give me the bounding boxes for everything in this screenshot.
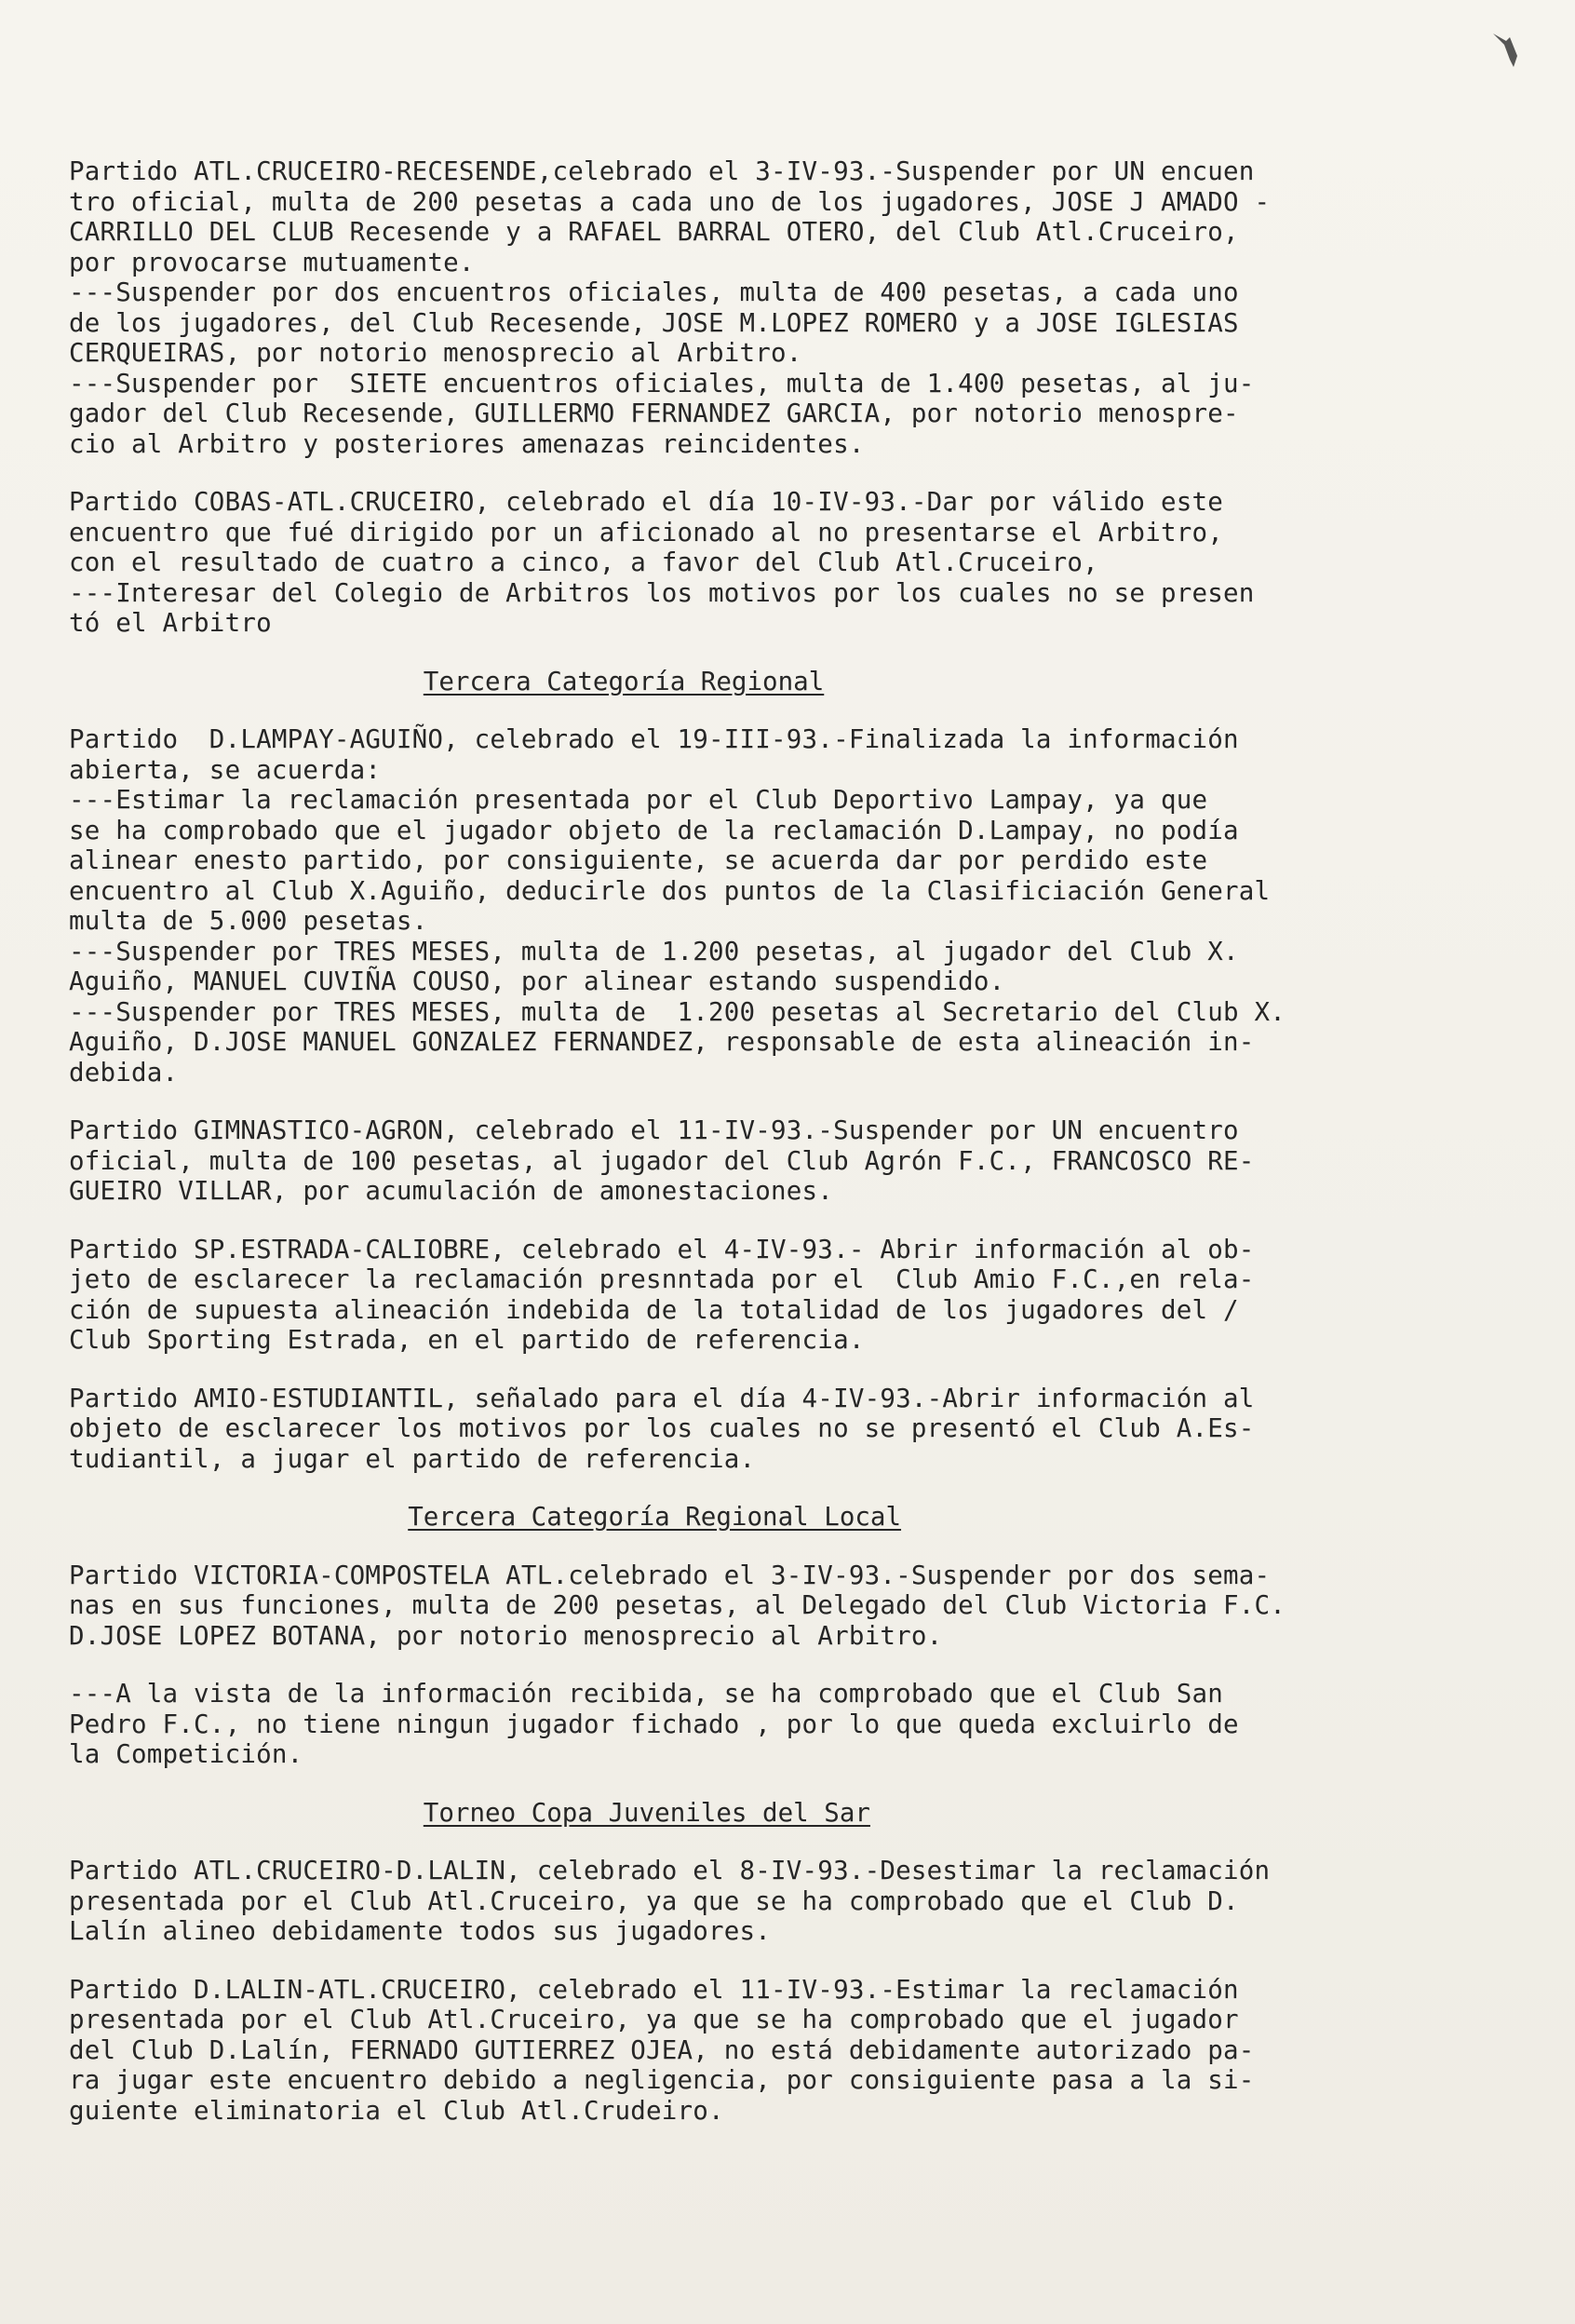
paragraph [69,1679,1549,1770]
staple-mark-icon [1489,28,1527,74]
paragraph [69,1115,1549,1207]
text-line: se ha comprobado que el jugador objeto de la reclamación D.Lampay, no podía [69,815,1239,845]
text-line: de los jugadores, del Club Recesende, JOSE M.LOPEZ ROMERO y a JOSE IGLESIAS [69,307,1239,338]
text-line: Partido D.LALIN-ATL.CRUCEIRO, celebrado el 11-IV-93.-Estimar la reclamación [69,1974,1239,2005]
paragraph [69,156,1549,459]
paragraph [69,487,1549,639]
section-heading: Tercera Categoría Regional [423,666,825,696]
paragraph [69,1975,1549,2127]
text-line: oficial, multa de 100 pesetas, al jugador del Club Agrón F.C., FRANCOSCO RE- [69,1145,1255,1176]
text-line: Partido VICTORIA-COMPOSTELA ATL.celebrado el 3-IV-93.-Suspender por dos sema- [69,1560,1271,1590]
text-line: D.JOSE LOPEZ BOTANA, por notorio menosprecio al Arbitro. [69,1620,943,1651]
text-line: debida. [69,1057,179,1088]
text-line: Club Sporting Estrada, en el partido de referencia. [69,1325,865,1355]
text-line: Partido SP.ESTRADA-CALIOBRE, celebrado el 4-IV-93.- Abrir información al ob- [69,1234,1255,1264]
paragraph [69,1235,1549,1356]
section-heading: Tercera Categoría Regional Local [408,1502,902,1532]
text-line: objeto de esclarecer los motivos por los cuales no se presentó el Club A.Es- [69,1413,1255,1443]
text-line: ---Estimar la reclamación presentada por el Club Deportivo Lampay, ya que [69,785,1208,815]
text-line: ---Suspender por dos encuentros oficiales, multa de 400 pesetas, a cada uno [69,277,1239,307]
text-line: Partido AMIO-ESTUDIANTIL, señalado para el día 4-IV-93.-Abrir información al [69,1383,1255,1413]
text-line: tro oficial, multa de 200 pesetas a cada uno de los jugadores, JOSE J AMADO - [69,186,1271,217]
text-line: nas en sus funciones, multa de 200 pesetas, al Delegado del Club Victoria F.C. [69,1590,1286,1620]
text-line: Pedro F.C., no tiene ningun jugador fichado , por lo que queda excluirlo de [69,1709,1239,1739]
text-line: GUEIRO VILLAR, por acumulación de amonestaciones. [69,1176,834,1206]
paragraph [69,1384,1549,1475]
text-line: alinear enesto partido, por consiguiente, se acuerda dar por perdido este [69,845,1208,875]
paragraph [69,1856,1549,1947]
text-line: CARRILLO DEL CLUB Recesende y a RAFAEL BARRAL OTERO, del Club Atl.Cruceiro, [69,217,1239,247]
text-line: jeto de esclarecer la reclamación presnntada por el Club Amio F.C.,en rela- [69,1264,1255,1294]
text-line: ---Interesar del Colegio de Arbitros los motivos por los cuales no se presen [69,577,1255,608]
text-line: Partido ATL.CRUCEIRO-RECESENDE,celebrado el 3-IV-93.-Suspender por UN encuen [69,156,1255,186]
text-line: tó el Arbitro [69,608,272,638]
text-line: ra jugar este encuentro debido a negligencia, por consiguiente pasa a la si- [69,2065,1255,2095]
section-heading: Torneo Copa Juveniles del Sar [423,1797,870,1828]
text-line: gador del Club Recesende, GUILLERMO FERNANDEZ GARCIA, por notorio menospre- [69,399,1239,428]
text-line: multa de 5.000 pesetas. [69,906,428,936]
text-line: Partido COBAS-ATL.CRUCEIRO, celebrado el día 10-IV-93.-Dar por válido este [69,487,1223,517]
text-line: ción de supuesta alineación indebida de la totalidad de los jugadores del / [69,1294,1239,1325]
text-line: con el resultado de cuatro a cinco, a favor del Club Atl.Cruceiro, [69,547,1098,577]
text-line: presentada por el Club Atl.Cruceiro, ya que se ha comprobado que el Club D. [69,1885,1239,1916]
paragraph [69,1561,1549,1652]
text-line: del Club D.Lalín, FERNADO GUTIERREZ OJEA, no está debidamente autorizado pa- [69,2034,1255,2065]
text-line: CERQUEIRAS, por notorio menosprecio al Arbitro. [69,338,802,368]
text-line: ---Suspender por SIETE encuentros oficiales, multa de 1.400 pesetas, al ju- [69,368,1255,399]
text-line: encuentro que fué dirigido por un aficionado al no presentarse el Arbitro, [69,517,1223,547]
text-line: Aguiño, MANUEL CUVIÑA COUSO, por alinear estando suspendido. [69,966,1005,996]
text-line: presentada por el Club Atl.Cruceiro, ya que se ha comprobado que el jugador [69,2005,1239,2034]
text-line: la Competición. [69,1739,303,1769]
text-line: ---A la vista de la información recibida, se ha comprobado que el Club San [69,1679,1223,1709]
text-line: por provocarse mutuamente. [69,247,475,277]
text-line: Aguiño, D.JOSE MANUEL GONZALEZ FERNANDEZ, responsable de esta alineación in- [69,1027,1255,1057]
text-line: Partido D.LAMPAY-AGUIÑO, celebrado el 19-III-93.-Finalizada la información [69,724,1239,754]
text-line: ---Suspender por TRES MESES, multa de 1.200 pesetas, al jugador del Club X. [69,936,1239,966]
text-line: Partido ATL.CRUCEIRO-D.LALIN, celebrado el 8-IV-93.-Desestimar la reclamación [69,1856,1271,1885]
text-line: Lalín alineo debidamente todos sus jugadores. [69,1916,772,1946]
text-line: Partido GIMNASTICO-AGRON, celebrado el 11-IV-93.-Suspender por UN encuentro [69,1115,1239,1145]
paragraph [69,724,1549,1088]
text-line: tudiantil, a jugar el partido de referencia. [69,1443,756,1474]
text-line: guiente eliminatoria el Club Atl.Crudeiro. [69,2095,724,2126]
text-line: encuentro al Club X.Aguiño, deducirle dos puntos de la Clasificiación General [69,875,1271,906]
text-line: cio al Arbitro y posteriores amenazas reincidentes. [69,428,865,459]
text-line: ---Suspender por TRES MESES, multa de 1.200 pesetas al Secretario del Club X. [69,996,1286,1027]
text-line: abierta, se acuerda: [69,754,382,785]
document-body [69,156,1549,2154]
